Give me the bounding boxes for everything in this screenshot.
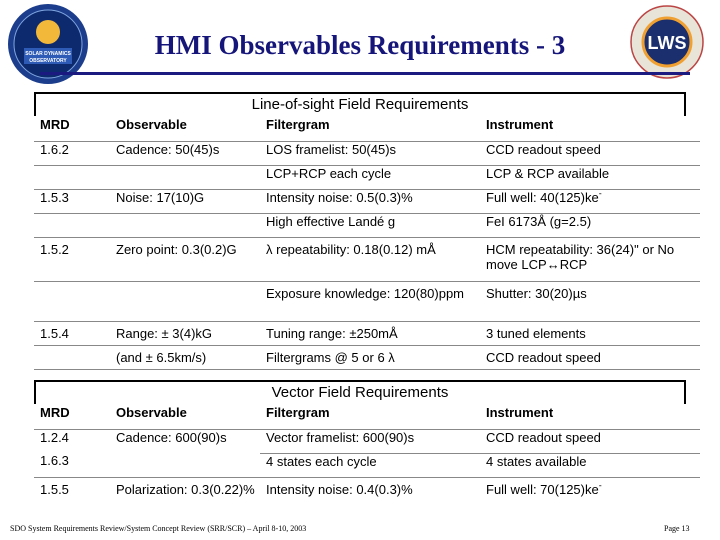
observable-cell (110, 281, 260, 321)
observable-cell (110, 165, 260, 189)
los-table (34, 117, 700, 370)
col-observable: Observable (110, 405, 260, 429)
observable-cell: Cadence: 50(45)s (110, 141, 260, 165)
col-instrument: Instrument (480, 117, 700, 141)
col-observable: Observable (110, 117, 260, 141)
vector-table (34, 405, 700, 517)
svg-text:LWS: LWS (647, 33, 687, 53)
los-header-row (34, 117, 700, 141)
instrument-cell: 4 states available (480, 453, 700, 477)
instrument-cell: CCD readout speed (480, 141, 700, 165)
vector-header-row (34, 405, 700, 429)
filtergram-cell: Exposure knowledge: 120(80)ppm (260, 281, 480, 321)
instrument-cell (480, 477, 700, 517)
observable-cell (110, 453, 260, 477)
col-mrd: MRD (34, 117, 110, 141)
filtergram-cell: λ repeatability: 0.18(0.12) mÅ (260, 237, 480, 281)
mrd-cell: 1.2.4 (40, 429, 69, 445)
instrument-cell: Shutter: 30(20)µs (480, 281, 700, 321)
observable-cell: Range: ± 3(4)kG (110, 321, 260, 345)
instrument-cell: HCM repeatability: 36(24)" or No move LCP↔RCP (480, 237, 700, 281)
mrd-cell (34, 213, 110, 237)
instrument-cell: CCD readout speed (480, 345, 700, 369)
instrument-text: Full well: 70(125)ke (486, 481, 599, 497)
mrd-cell: 1.5.4 (34, 321, 110, 345)
instrument-cell: 3 tuned elements (480, 321, 700, 345)
instrument-cell: LCP & RCP available (480, 165, 700, 189)
filtergram-cell: Intensity noise: 0.4(0.3)% (266, 481, 413, 497)
mrd-cell: 1.5.3 (34, 189, 110, 213)
instrument-cell (480, 189, 700, 213)
mrd-cell: 1.6.2 (34, 141, 110, 165)
filtergram-cell: High effective Landé g (260, 213, 480, 237)
filtergram-cell: Tuning range: ±250mÅ (260, 321, 480, 345)
table-row (34, 281, 700, 321)
observable-cell (110, 213, 260, 237)
table-row (34, 189, 700, 213)
table-row (34, 237, 700, 281)
mrd-cell: 1.5.5 (40, 481, 69, 497)
mrd-cell: 1.6.3 (34, 453, 110, 477)
instrument-cell: FeI 6173Å (g=2.5) (480, 213, 700, 237)
table-row (34, 141, 700, 165)
filtergram-cell: Filtergrams @ 5 or 6 λ (260, 345, 480, 369)
observable-cell: Cadence: 600(90)s (116, 429, 227, 445)
table-row (34, 477, 700, 517)
svg-text:OBSERVATORY: OBSERVATORY (29, 58, 67, 64)
instrument-text: Full well: 40(125)ke (486, 189, 599, 205)
filtergram-cell: Intensity noise: 0.5(0.3)% (260, 189, 480, 213)
mrd-cell: 1.5.2 (34, 237, 110, 281)
col-mrd: MRD (34, 405, 110, 429)
observable-cell: Noise: 17(10)G (110, 189, 260, 213)
page-number: Page 13 (664, 524, 690, 533)
observable-cell: Polarization: 0.3(0.22)% (116, 481, 255, 497)
table-row (34, 453, 700, 477)
page-title: HMI Observables Requirements - 3 (154, 30, 566, 60)
table-row (34, 213, 700, 237)
vector-heading: Vector Field Requirements (34, 380, 686, 404)
table-row (34, 345, 700, 369)
superscript-minus: - (598, 480, 602, 491)
footer-text: SDO System Requirements Review/System Concept Review (SRR/SCR) – April 8-10, 2003 (10, 524, 307, 533)
los-heading: Line-of-sight Field Requirements (34, 92, 686, 116)
title-rule (40, 72, 690, 75)
superscript-minus: - (598, 188, 602, 199)
col-instrument: Instrument (480, 405, 700, 429)
mrd-cell (34, 345, 110, 369)
table-row (34, 429, 700, 453)
filtergram-cell: LCP+RCP each cycle (260, 165, 480, 189)
svg-text:SOLAR DYNAMICS: SOLAR DYNAMICS (25, 51, 71, 57)
filtergram-cell: 4 states each cycle (260, 453, 480, 477)
observable-cell: (and ± 6.5km/s) (110, 345, 260, 369)
table-row (34, 321, 700, 345)
col-filtergram: Filtergram (260, 117, 480, 141)
table-row (34, 165, 700, 189)
filtergram-cell: Vector framelist: 600(90)s (260, 429, 480, 453)
filtergram-cell: LOS framelist: 50(45)s (260, 141, 480, 165)
mrd-cell (34, 165, 110, 189)
mrd-cell (34, 281, 110, 321)
col-filtergram: Filtergram (260, 405, 480, 429)
observable-cell: Zero point: 0.3(0.2)G (110, 237, 260, 281)
instrument-cell: CCD readout speed (480, 429, 700, 453)
